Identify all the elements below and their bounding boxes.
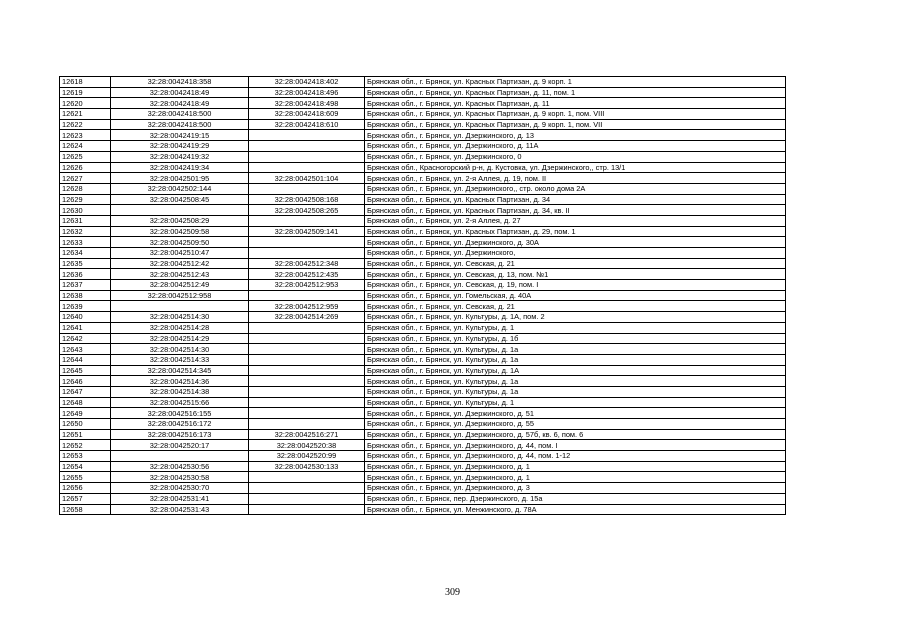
address-cell: Брянская обл., г. Брянск, ул. Дзержинского, д. 1 [365,461,786,472]
cadastral-number-cell [111,451,249,462]
table-row [60,248,786,259]
cadastral-number-cell: 32:28:0042531:41 [111,493,249,504]
object-cadastral-number-cell [249,365,365,376]
object-cadastral-number-cell: 32:28:0042512:959 [249,301,365,312]
table-row [60,429,786,440]
row-number-cell: 12651 [60,429,111,440]
address-cell: Брянская обл., Красногорский р-н, д. Кустовка, ул. Дзержинского,, стр. 13/1 [365,162,786,173]
address-cell: Брянская обл., г. Брянск, ул. Культуры, д. 1а [365,344,786,355]
table-row [60,322,786,333]
address-cell: Брянская обл., г. Брянск, ул. Дзержинского, д. 57б, кв. 6, пом. 6 [365,429,786,440]
cadastral-number-cell: 32:28:0042502:144 [111,183,249,194]
object-cadastral-number-cell: 32:28:0042418:402 [249,77,365,88]
object-cadastral-number-cell [249,354,365,365]
table-row [60,87,786,98]
object-cadastral-number-cell [249,397,365,408]
address-cell: Брянская обл., г. Брянск, ул. Красных Партизан, д. 9 корп. 1, пом. VII [365,119,786,130]
cadastral-number-cell [111,301,249,312]
table-row [60,451,786,462]
address-cell: Брянская обл., г. Брянск, ул. Севская, д. 21 [365,258,786,269]
page-number: 309 [445,587,460,598]
address-cell: Брянская обл., г. Брянск, ул. Культуры, д. 1а [365,354,786,365]
address-cell: Брянская обл., г. Брянск, ул. Красных Партизан, д. 29, пом. 1 [365,226,786,237]
address-cell: Брянская обл., г. Брянск, ул. Дзержинского, д. 55 [365,419,786,430]
object-cadastral-number-cell [249,215,365,226]
cadastral-number-cell: 32:28:0042516:155 [111,408,249,419]
cadastral-number-cell: 32:28:0042418:358 [111,77,249,88]
row-number-cell: 12638 [60,290,111,301]
row-number-cell: 12640 [60,312,111,323]
table-row [60,290,786,301]
row-number-cell: 12637 [60,280,111,291]
address-cell: Брянская обл., г. Брянск, ул. Дзержинского, д. 44, пом. 1-12 [365,451,786,462]
address-cell: Брянская обл., г. Брянск, ул. Красных Партизан, д. 9 корп. 1, пом. VIII [365,109,786,120]
object-cadastral-number-cell [249,386,365,397]
object-cadastral-number-cell: 32:28:0042508:265 [249,205,365,216]
cadastral-number-cell: 32:28:0042530:58 [111,472,249,483]
cadastral-number-cell: 32:28:0042515:66 [111,397,249,408]
table-row [60,258,786,269]
address-cell: Брянская обл., г. Брянск, ул. Красных Партизан, д. 34, кв. II [365,205,786,216]
object-cadastral-number-cell [249,141,365,152]
table-row [60,215,786,226]
cadastral-number-cell: 32:28:0042514:33 [111,354,249,365]
row-number-cell: 12645 [60,365,111,376]
row-number-cell: 12646 [60,376,111,387]
object-cadastral-number-cell [249,162,365,173]
address-cell: Брянская обл., г. Брянск, ул. 2-я Аллея, д. 27 [365,215,786,226]
address-cell: Брянская обл., г. Брянск, ул. Красных Партизан, д. 11 [365,98,786,109]
row-number-cell: 12649 [60,408,111,419]
row-number-cell: 12630 [60,205,111,216]
table-row [60,269,786,280]
cadastral-number-cell: 32:28:0042516:173 [111,429,249,440]
address-cell: Брянская обл., г. Брянск, ул. Менжинского, д. 78А [365,504,786,515]
object-cadastral-number-cell [249,483,365,494]
row-number-cell: 12650 [60,419,111,430]
row-number-cell: 12644 [60,354,111,365]
row-number-cell: 12627 [60,173,111,184]
row-number-cell: 12647 [60,386,111,397]
object-cadastral-number-cell [249,237,365,248]
table-row [60,440,786,451]
address-cell: Брянская обл., г. Брянск, ул. Культуры, д. 1А, пом. 2 [365,312,786,323]
table-row [60,301,786,312]
table-row [60,109,786,120]
table-row [60,151,786,162]
table-row [60,408,786,419]
table-row [60,312,786,323]
row-number-cell: 12656 [60,483,111,494]
object-cadastral-number-cell [249,183,365,194]
row-number-cell: 12635 [60,258,111,269]
table-row [60,376,786,387]
address-cell: Брянская обл., г. Брянск, ул. Красных Партизан, д. 11, пом. 1 [365,87,786,98]
cadastral-number-cell: 32:28:0042514:345 [111,365,249,376]
address-cell: Брянская обл., г. Брянск, ул. Культуры, д. 1А [365,365,786,376]
table-row [60,226,786,237]
object-cadastral-number-cell: 32:28:0042512:435 [249,269,365,280]
table-row [60,130,786,141]
row-number-cell: 12639 [60,301,111,312]
cadastral-number-cell: 32:28:0042514:29 [111,333,249,344]
address-cell: Брянская обл., г. Брянск, ул. Культуры, д. 1 [365,322,786,333]
address-cell: Брянская обл., г. Брянск, ул. Культуры, д. 1 [365,397,786,408]
address-cell: Брянская обл., г. Брянск, ул. 2-я Аллея, д. 19, пом. II [365,173,786,184]
table-row [60,98,786,109]
cadastral-registry-table [59,76,786,515]
row-number-cell: 12648 [60,397,111,408]
table-row [60,365,786,376]
address-cell: Брянская обл., г. Брянск, ул. Гомельская, д. 40А [365,290,786,301]
row-number-cell: 12624 [60,141,111,152]
cadastral-number-cell: 32:28:0042531:43 [111,504,249,515]
object-cadastral-number-cell [249,493,365,504]
object-cadastral-number-cell: 32:28:0042512:348 [249,258,365,269]
address-cell: Брянская обл., г. Брянск, ул. Дзержинского, д. 11А [365,141,786,152]
table-row [60,173,786,184]
object-cadastral-number-cell [249,408,365,419]
object-cadastral-number-cell [249,333,365,344]
row-number-cell: 12626 [60,162,111,173]
row-number-cell: 12631 [60,215,111,226]
row-number-cell: 12652 [60,440,111,451]
table-row [60,344,786,355]
table-row [60,141,786,152]
row-number-cell: 12632 [60,226,111,237]
row-number-cell: 12655 [60,472,111,483]
object-cadastral-number-cell [249,344,365,355]
object-cadastral-number-cell [249,151,365,162]
cadastral-number-cell: 32:28:0042418:500 [111,119,249,130]
cadastral-number-cell: 32:28:0042508:45 [111,194,249,205]
address-cell: Брянская обл., г. Брянск, ул. Красных Партизан, д. 34 [365,194,786,205]
address-cell: Брянская обл., г. Брянск, ул. Севская, д. 21 [365,301,786,312]
object-cadastral-number-cell [249,504,365,515]
object-cadastral-number-cell [249,376,365,387]
address-cell: Брянская обл., г. Брянск, ул. Дзержинского, д. 13 [365,130,786,141]
object-cadastral-number-cell [249,130,365,141]
address-cell: Брянская обл., г. Брянск, ул. Дзержинского, д. 30А [365,237,786,248]
row-number-cell: 12636 [60,269,111,280]
address-cell: Брянская обл., г. Брянск, ул. Дзержинского, д. 51 [365,408,786,419]
row-number-cell: 12658 [60,504,111,515]
row-number-cell: 12634 [60,248,111,259]
cadastral-number-cell: 32:28:0042418:500 [111,109,249,120]
cadastral-number-cell: 32:28:0042514:30 [111,312,249,323]
table-row [60,162,786,173]
address-cell: Брянская обл., г. Брянск, ул. Дзержинского, 0 [365,151,786,162]
object-cadastral-number-cell: 32:28:0042530:133 [249,461,365,472]
row-number-cell: 12619 [60,87,111,98]
table-row [60,194,786,205]
cadastral-number-cell: 32:28:0042419:29 [111,141,249,152]
table-row [60,483,786,494]
table-row [60,419,786,430]
table-row [60,205,786,216]
table-row [60,472,786,483]
cadastral-number-cell: 32:28:0042508:29 [111,215,249,226]
address-cell: Брянская обл., г. Брянск, ул. Дзержинского, д. 44, пом. I [365,440,786,451]
row-number-cell: 12641 [60,322,111,333]
object-cadastral-number-cell: 32:28:0042418:610 [249,119,365,130]
address-cell: Брянская обл., г. Брянск, ул. Культуры, д. 1а [365,376,786,387]
row-number-cell: 12653 [60,451,111,462]
object-cadastral-number-cell: 32:28:0042514:269 [249,312,365,323]
address-cell: Брянская обл., г. Брянск, ул. Красных Партизан, д. 9 корп. 1 [365,77,786,88]
table-row [60,280,786,291]
object-cadastral-number-cell: 32:28:0042512:953 [249,280,365,291]
object-cadastral-number-cell [249,248,365,259]
address-cell: Брянская обл., г. Брянск, ул. Севская, д. 13, пом. №1 [365,269,786,280]
row-number-cell: 12654 [60,461,111,472]
table-row [60,504,786,515]
row-number-cell: 12625 [60,151,111,162]
cadastral-number-cell: 32:28:0042509:50 [111,237,249,248]
address-cell: Брянская обл., г. Брянск, ул. Дзержинского, д. 3 [365,483,786,494]
cadastral-number-cell: 32:28:0042419:32 [111,151,249,162]
object-cadastral-number-cell: 32:28:0042520:99 [249,451,365,462]
object-cadastral-number-cell: 32:28:0042516:271 [249,429,365,440]
object-cadastral-number-cell: 32:28:0042508:168 [249,194,365,205]
cadastral-number-cell: 32:28:0042510:47 [111,248,249,259]
cadastral-number-cell: 32:28:0042512:43 [111,269,249,280]
row-number-cell: 12628 [60,183,111,194]
address-cell: Брянская обл., г. Брянск, ул. Дзержинского, д. 1 [365,472,786,483]
address-cell: Брянская обл., г. Брянск, пер. Дзержинского, д. 15а [365,493,786,504]
cadastral-number-cell: 32:28:0042530:56 [111,461,249,472]
cadastral-number-cell: 32:28:0042514:30 [111,344,249,355]
object-cadastral-number-cell [249,472,365,483]
cadastral-number-cell: 32:28:0042520:17 [111,440,249,451]
table-row [60,386,786,397]
row-number-cell: 12629 [60,194,111,205]
object-cadastral-number-cell: 32:28:0042418:496 [249,87,365,98]
object-cadastral-number-cell [249,419,365,430]
cadastral-number-cell: 32:28:0042418:49 [111,87,249,98]
address-cell: Брянская обл., г. Брянск, ул. Дзержинского, [365,248,786,259]
object-cadastral-number-cell: 32:28:0042501:104 [249,173,365,184]
cadastral-number-cell: 32:28:0042530:70 [111,483,249,494]
table-row [60,493,786,504]
row-number-cell: 12642 [60,333,111,344]
address-cell: Брянская обл., г. Брянск, ул. Севская, д. 19, пом. I [365,280,786,291]
cadastral-number-cell: 32:28:0042512:49 [111,280,249,291]
registry-table-body [60,77,786,515]
row-number-cell: 12621 [60,109,111,120]
cadastral-number-cell: 32:28:0042509:58 [111,226,249,237]
cadastral-number-cell [111,205,249,216]
row-number-cell: 12643 [60,344,111,355]
table-row [60,397,786,408]
table-row [60,77,786,88]
object-cadastral-number-cell [249,290,365,301]
cadastral-number-cell: 32:28:0042514:36 [111,376,249,387]
cadastral-number-cell: 32:28:0042512:958 [111,290,249,301]
table-row [60,119,786,130]
cadastral-number-cell: 32:28:0042419:34 [111,162,249,173]
row-number-cell: 12657 [60,493,111,504]
cadastral-number-cell: 32:28:0042419:15 [111,130,249,141]
cadastral-number-cell: 32:28:0042514:38 [111,386,249,397]
row-number-cell: 12620 [60,98,111,109]
object-cadastral-number-cell: 32:28:0042418:498 [249,98,365,109]
object-cadastral-number-cell [249,322,365,333]
cadastral-number-cell: 32:28:0042418:49 [111,98,249,109]
address-cell: Брянская обл., г. Брянск, ул. Культуры, д. 1а [365,386,786,397]
row-number-cell: 12633 [60,237,111,248]
address-cell: Брянская обл., г. Брянск, ул. Культуры, д. 1б [365,333,786,344]
cadastral-number-cell: 32:28:0042516:172 [111,419,249,430]
object-cadastral-number-cell: 32:28:0042509:141 [249,226,365,237]
row-number-cell: 12623 [60,130,111,141]
table-row [60,354,786,365]
object-cadastral-number-cell: 32:28:0042418:609 [249,109,365,120]
table-row [60,333,786,344]
table-row [60,183,786,194]
row-number-cell: 12618 [60,77,111,88]
cadastral-number-cell: 32:28:0042501:95 [111,173,249,184]
table-row [60,461,786,472]
row-number-cell: 12622 [60,119,111,130]
table-row [60,237,786,248]
object-cadastral-number-cell: 32:28:0042520:38 [249,440,365,451]
address-cell: Брянская обл., г. Брянск, ул. Дзержинского,, стр. около дома 2А [365,183,786,194]
cadastral-number-cell: 32:28:0042512:42 [111,258,249,269]
cadastral-number-cell: 32:28:0042514:28 [111,322,249,333]
